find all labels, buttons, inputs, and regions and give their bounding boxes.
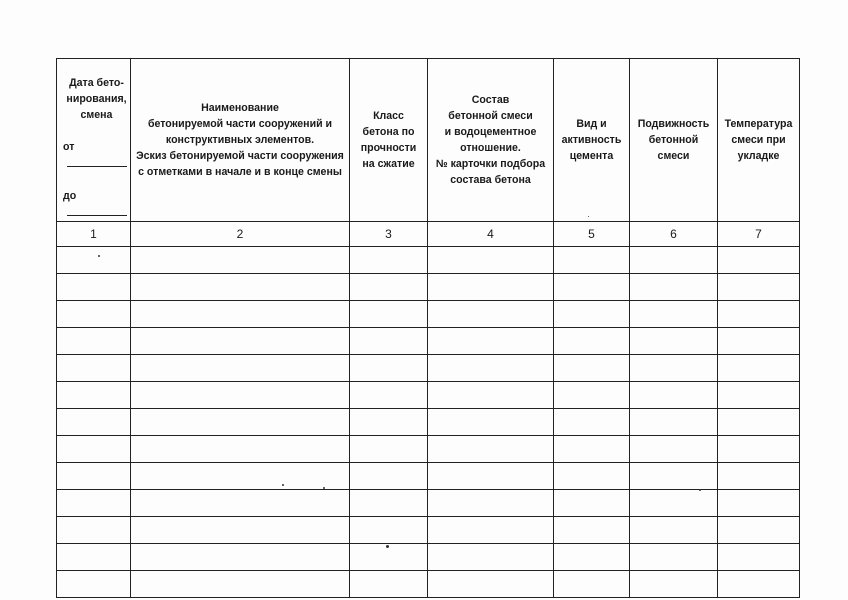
table-cell[interactable]	[718, 301, 800, 328]
table-cell[interactable]	[718, 409, 800, 436]
table-cell[interactable]	[554, 274, 630, 301]
table-cell[interactable]	[350, 274, 428, 301]
table-row	[57, 328, 800, 355]
table-row	[57, 382, 800, 409]
table-row	[57, 355, 800, 382]
table-cell[interactable]	[350, 463, 428, 490]
table-row	[57, 409, 800, 436]
table-cell[interactable]	[718, 382, 800, 409]
table-cell[interactable]	[554, 409, 630, 436]
header-mix-temperature: Температура смеси при укладке	[718, 59, 800, 222]
header-cement-type: Вид и активность цемента	[554, 59, 630, 222]
table-cell[interactable]	[131, 409, 350, 436]
table-cell[interactable]	[554, 436, 630, 463]
table-cell[interactable]	[428, 301, 554, 328]
table-cell[interactable]	[630, 571, 718, 598]
table-cell[interactable]	[131, 436, 350, 463]
table-cell[interactable]	[630, 517, 718, 544]
table-cell[interactable]	[57, 355, 131, 382]
table-cell[interactable]	[57, 409, 131, 436]
table-cell[interactable]	[718, 328, 800, 355]
table-cell[interactable]	[554, 328, 630, 355]
scan-speck	[323, 487, 325, 489]
table-cell[interactable]	[554, 544, 630, 571]
table-row	[57, 301, 800, 328]
table-cell[interactable]	[57, 571, 131, 598]
log-body	[57, 247, 800, 598]
table-cell[interactable]	[57, 544, 131, 571]
date-from-blank	[67, 155, 127, 167]
table-row	[57, 571, 800, 598]
table-cell[interactable]	[554, 301, 630, 328]
table-cell[interactable]	[630, 436, 718, 463]
table-cell[interactable]	[428, 517, 554, 544]
table-cell[interactable]	[57, 247, 131, 274]
table-cell[interactable]	[630, 382, 718, 409]
table-cell[interactable]	[428, 571, 554, 598]
table-cell[interactable]	[718, 463, 800, 490]
date-from-label: от	[63, 141, 75, 153]
date-from-line	[63, 141, 127, 170]
header-date-shift-label: Дата бето- нирования, смена	[66, 77, 127, 121]
table-cell[interactable]	[131, 571, 350, 598]
table-cell[interactable]	[350, 328, 428, 355]
table-cell[interactable]	[554, 517, 630, 544]
table-cell[interactable]	[350, 382, 428, 409]
date-to-label: до	[63, 190, 77, 202]
table-cell[interactable]	[57, 436, 131, 463]
table-cell[interactable]	[630, 274, 718, 301]
table-cell[interactable]	[428, 463, 554, 490]
table-cell[interactable]	[554, 382, 630, 409]
table-cell[interactable]	[428, 328, 554, 355]
scan-speck	[282, 484, 284, 486]
table-cell[interactable]	[57, 490, 131, 517]
table-cell[interactable]	[554, 355, 630, 382]
scan-speck	[98, 255, 100, 257]
table-cell[interactable]	[428, 544, 554, 571]
table-cell[interactable]	[350, 409, 428, 436]
table-cell[interactable]	[554, 247, 630, 274]
table-cell[interactable]	[131, 247, 350, 274]
table-cell[interactable]	[131, 490, 350, 517]
scan-speck	[588, 216, 589, 217]
table-cell[interactable]	[131, 463, 350, 490]
table-cell[interactable]	[131, 382, 350, 409]
header-concrete-class: Класс бетона по прочности на сжатие	[350, 59, 428, 222]
table-cell[interactable]	[428, 382, 554, 409]
table-cell[interactable]	[630, 328, 718, 355]
scan-speck	[386, 545, 389, 548]
table-row	[57, 544, 800, 571]
table-cell[interactable]	[630, 463, 718, 490]
table-cell[interactable]	[630, 247, 718, 274]
table-cell[interactable]	[428, 247, 554, 274]
date-to-blank	[67, 204, 127, 216]
table-row	[57, 274, 800, 301]
table-cell[interactable]	[350, 301, 428, 328]
column-number-1: 1	[57, 222, 131, 247]
table-cell[interactable]	[57, 274, 131, 301]
table-cell[interactable]	[131, 355, 350, 382]
table-cell[interactable]	[131, 517, 350, 544]
table-cell[interactable]	[350, 436, 428, 463]
table-cell[interactable]	[350, 247, 428, 274]
header-element-name: Наименование бетонируемой части сооружений и конструктивных элементов. Эскиз бетонируемой части сооружения с отметками в начале и в конце смены	[131, 59, 350, 222]
table-cell[interactable]	[718, 490, 800, 517]
table-cell[interactable]	[428, 274, 554, 301]
table-cell[interactable]	[718, 355, 800, 382]
table-cell[interactable]	[57, 328, 131, 355]
table-cell[interactable]	[428, 490, 554, 517]
table-row	[57, 436, 800, 463]
table-cell[interactable]	[57, 517, 131, 544]
table-cell[interactable]	[630, 544, 718, 571]
table-cell[interactable]	[57, 301, 131, 328]
date-to-line	[63, 190, 127, 219]
table-cell[interactable]	[131, 301, 350, 328]
table-row	[57, 247, 800, 274]
column-number-5: 5	[554, 222, 630, 247]
scan-speck	[699, 489, 701, 491]
column-number-4: 4	[428, 222, 554, 247]
table-cell[interactable]	[428, 409, 554, 436]
header-row	[57, 59, 800, 222]
table-cell[interactable]	[131, 328, 350, 355]
table-cell[interactable]	[718, 436, 800, 463]
header-mix-composition: Состав бетонной смеси и водоцементное отношение. № карточки подбора состава бетона	[428, 59, 554, 222]
table-cell[interactable]	[718, 247, 800, 274]
table-cell[interactable]	[350, 517, 428, 544]
table-cell[interactable]	[131, 544, 350, 571]
column-number-row	[57, 222, 800, 247]
column-number-2: 2	[131, 222, 350, 247]
table-cell[interactable]	[718, 517, 800, 544]
table-row	[57, 490, 800, 517]
table-cell[interactable]	[630, 355, 718, 382]
table-cell[interactable]	[554, 490, 630, 517]
table-cell[interactable]	[350, 355, 428, 382]
table-cell[interactable]	[630, 301, 718, 328]
column-number-7: 7	[718, 222, 800, 247]
table-cell[interactable]	[428, 436, 554, 463]
table-cell[interactable]	[718, 571, 800, 598]
header-mix-workability: Подвижность бетонной смеси	[630, 59, 718, 222]
column-number-6: 6	[630, 222, 718, 247]
table-cell[interactable]	[718, 274, 800, 301]
table-cell[interactable]	[554, 571, 630, 598]
table-cell[interactable]	[57, 382, 131, 409]
table-cell[interactable]	[718, 544, 800, 571]
header-date-shift	[57, 59, 131, 222]
table-cell[interactable]	[630, 490, 718, 517]
table-cell[interactable]	[428, 355, 554, 382]
table-row	[57, 463, 800, 490]
concrete-log-table	[56, 58, 800, 598]
column-number-3: 3	[350, 222, 428, 247]
table-cell[interactable]	[350, 571, 428, 598]
table-cell[interactable]	[57, 463, 131, 490]
table-cell[interactable]	[131, 274, 350, 301]
table-cell[interactable]	[350, 490, 428, 517]
table-row	[57, 517, 800, 544]
table-cell[interactable]	[630, 409, 718, 436]
table-cell[interactable]	[554, 463, 630, 490]
